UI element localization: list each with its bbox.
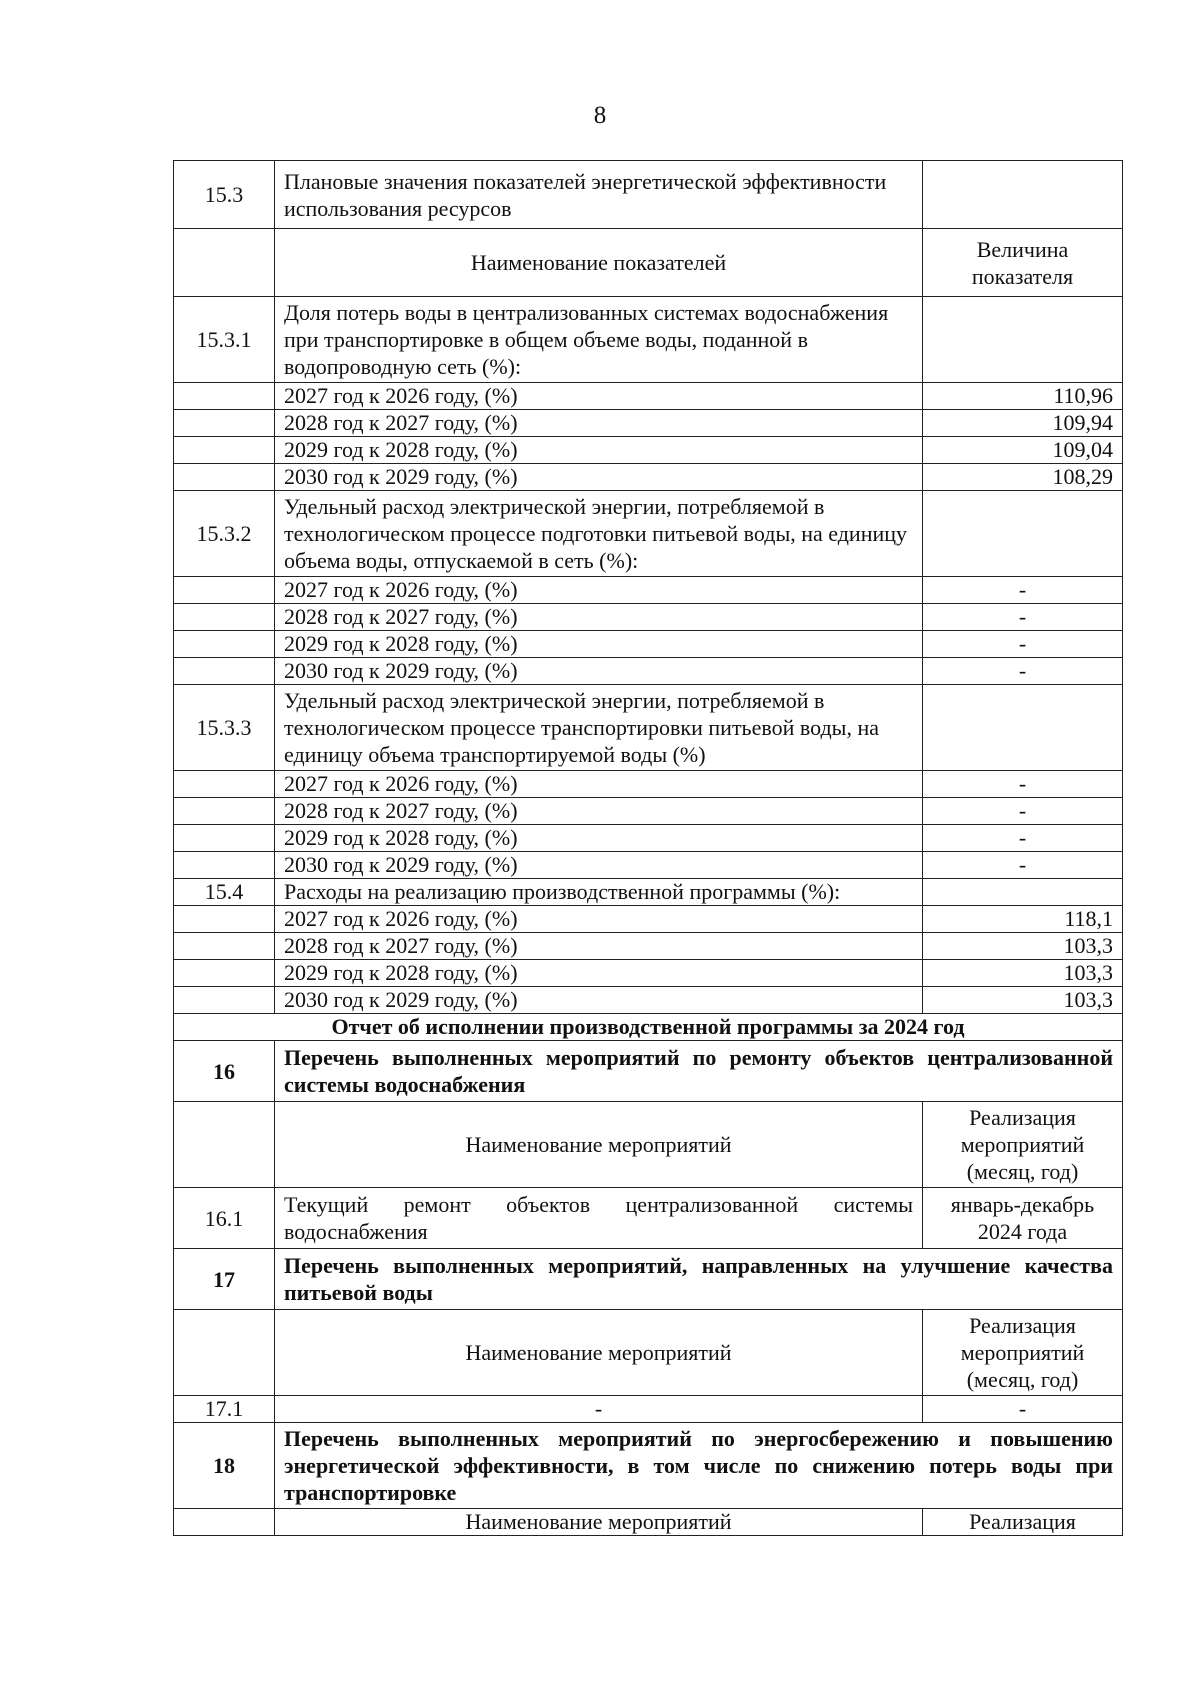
table-row	[174, 852, 1123, 879]
empty-cell	[174, 604, 275, 631]
row-label: 2028 год к 2027 году, (%)	[275, 410, 923, 437]
section-number: 17	[174, 1249, 275, 1310]
column-header-name: Наименование мероприятий	[275, 1509, 923, 1536]
row-label: 2028 год к 2027 году, (%)	[275, 604, 923, 631]
empty-cell	[174, 987, 275, 1014]
row-label: 2027 год к 2026 году, (%)	[275, 383, 923, 410]
indicators-table	[173, 160, 1123, 1536]
empty-cell	[174, 825, 275, 852]
row-value: -	[923, 604, 1123, 631]
table-row	[174, 383, 1123, 410]
row-number: 16.1	[174, 1188, 275, 1249]
row-value: 103,3	[923, 987, 1123, 1014]
empty-cell	[174, 658, 275, 685]
empty-cell	[174, 383, 275, 410]
row-value: -	[923, 852, 1123, 879]
row-value: 108,29	[923, 464, 1123, 491]
column-header-name: Наименование показателей	[275, 229, 923, 297]
empty-cell	[174, 933, 275, 960]
table-row	[174, 464, 1123, 491]
empty-cell	[923, 297, 1123, 383]
row-value: 110,96	[923, 383, 1123, 410]
row-label: 2028 год к 2027 году, (%)	[275, 933, 923, 960]
row-label: -	[275, 1396, 923, 1423]
table-row	[174, 1249, 1123, 1310]
row-value: -	[923, 577, 1123, 604]
table-row	[174, 577, 1123, 604]
row-label: 2027 год к 2026 году, (%)	[275, 577, 923, 604]
column-header-row	[174, 229, 1123, 297]
section-number: 15.3.3	[174, 685, 275, 771]
row-value: 118,1	[923, 906, 1123, 933]
table-row	[174, 1041, 1123, 1102]
table-row	[174, 825, 1123, 852]
column-header-row	[174, 1102, 1123, 1188]
empty-cell	[174, 631, 275, 658]
empty-cell	[174, 464, 275, 491]
report-heading-row	[174, 1014, 1123, 1041]
empty-cell	[174, 852, 275, 879]
section-title: Плановые значения показателей энергетической эффективности использования ресурсов	[275, 161, 923, 229]
row-label: 2029 год к 2028 году, (%)	[275, 825, 923, 852]
column-header-value: Величина показателя	[923, 229, 1123, 297]
empty-cell	[174, 906, 275, 933]
empty-cell	[174, 410, 275, 437]
column-header-value: Реализация мероприятий (месяц, год)	[923, 1310, 1123, 1396]
table-row	[174, 771, 1123, 798]
empty-cell	[174, 437, 275, 464]
table-row	[174, 161, 1123, 229]
table-row	[174, 933, 1123, 960]
row-number: 17.1	[174, 1396, 275, 1423]
empty-cell	[174, 229, 275, 297]
table-row	[174, 1396, 1123, 1423]
row-value: -	[923, 658, 1123, 685]
row-value: 103,3	[923, 933, 1123, 960]
table-row	[174, 987, 1123, 1014]
column-header-name: Наименование мероприятий	[275, 1102, 923, 1188]
row-label: 2027 год к 2026 году, (%)	[275, 771, 923, 798]
row-value: 103,3	[923, 960, 1123, 987]
row-label: 2029 год к 2028 году, (%)	[275, 631, 923, 658]
row-value: -	[923, 631, 1123, 658]
empty-cell	[174, 1310, 275, 1396]
column-header-name: Наименование мероприятий	[275, 1310, 923, 1396]
row-value: 109,94	[923, 410, 1123, 437]
section-number: 15.3.1	[174, 297, 275, 383]
table-row	[174, 297, 1123, 383]
page-number: 8	[593, 102, 607, 129]
section-title: Перечень выполненных мероприятий по ремонту объектов централизованной системы водоснабжения	[275, 1041, 1123, 1102]
section-title: Перечень выполненных мероприятий, направленных на улучшение качества питьевой воды	[275, 1249, 1123, 1310]
table-row	[174, 1188, 1123, 1249]
table-row	[174, 685, 1123, 771]
section-number: 15.3.2	[174, 491, 275, 577]
table-row	[174, 410, 1123, 437]
column-header-value: Реализация	[923, 1509, 1123, 1536]
row-label: 2030 год к 2029 году, (%)	[275, 852, 923, 879]
empty-cell	[923, 491, 1123, 577]
table-row	[174, 437, 1123, 464]
empty-cell	[174, 798, 275, 825]
row-label: 2030 год к 2029 году, (%)	[275, 658, 923, 685]
empty-cell	[174, 1102, 275, 1188]
section-number: 15.3	[174, 161, 275, 229]
section-title: Удельный расход электрической энергии, потребляемой в технологическом процессе транспортировки питьевой воды, на единицу объема транспортируемой воды (%)	[275, 685, 923, 771]
row-label: Текущий ремонт объектов централизованной системы водоснабжения	[275, 1188, 923, 1249]
empty-cell	[923, 161, 1123, 229]
row-label: 2028 год к 2027 году, (%)	[275, 798, 923, 825]
section-title: Перечень выполненных мероприятий по энергосбережению и повышению энергетической эффективности, в том числе по снижению потерь воды при транспортировке	[275, 1423, 1123, 1509]
section-title: Удельный расход электрической энергии, потребляемой в технологическом процессе подготовки питьевой воды, на единицу объема воды, отпускаемой в сеть (%):	[275, 491, 923, 577]
table-row	[174, 604, 1123, 631]
row-label: 2030 год к 2029 году, (%)	[275, 987, 923, 1014]
table-row	[174, 798, 1123, 825]
section-number: 16	[174, 1041, 275, 1102]
section-title: Расходы на реализацию производственной программы (%):	[275, 879, 923, 906]
table-row	[174, 906, 1123, 933]
row-value: -	[923, 1396, 1123, 1423]
table-row	[174, 491, 1123, 577]
section-number: 18	[174, 1423, 275, 1509]
empty-cell	[923, 879, 1123, 906]
row-value: -	[923, 798, 1123, 825]
row-value: -	[923, 825, 1123, 852]
table-row	[174, 879, 1123, 906]
row-value: январь-декабрь 2024 года	[923, 1188, 1123, 1249]
section-title: Доля потерь воды в централизованных системах водоснабжения при транспортировке в общем объеме воды, поданной в водопроводную сеть (%):	[275, 297, 923, 383]
table-row	[174, 960, 1123, 987]
column-header-row	[174, 1509, 1123, 1536]
empty-cell	[174, 1509, 275, 1536]
row-value: -	[923, 771, 1123, 798]
row-value: 109,04	[923, 437, 1123, 464]
column-header-row	[174, 1310, 1123, 1396]
row-label: 2029 год к 2028 году, (%)	[275, 437, 923, 464]
column-header-value: Реализация мероприятий (месяц, год)	[923, 1102, 1123, 1188]
empty-cell	[174, 960, 275, 987]
empty-cell	[174, 577, 275, 604]
row-label: 2027 год к 2026 году, (%)	[275, 906, 923, 933]
table-row	[174, 658, 1123, 685]
table-row	[174, 1423, 1123, 1509]
empty-cell	[174, 771, 275, 798]
section-number: 15.4	[174, 879, 275, 906]
report-heading: Отчет об исполнении производственной программы за 2024 год	[174, 1014, 1123, 1041]
row-label: 2029 год к 2028 году, (%)	[275, 960, 923, 987]
row-label: 2030 год к 2029 году, (%)	[275, 464, 923, 491]
empty-cell	[923, 685, 1123, 771]
table-row	[174, 631, 1123, 658]
